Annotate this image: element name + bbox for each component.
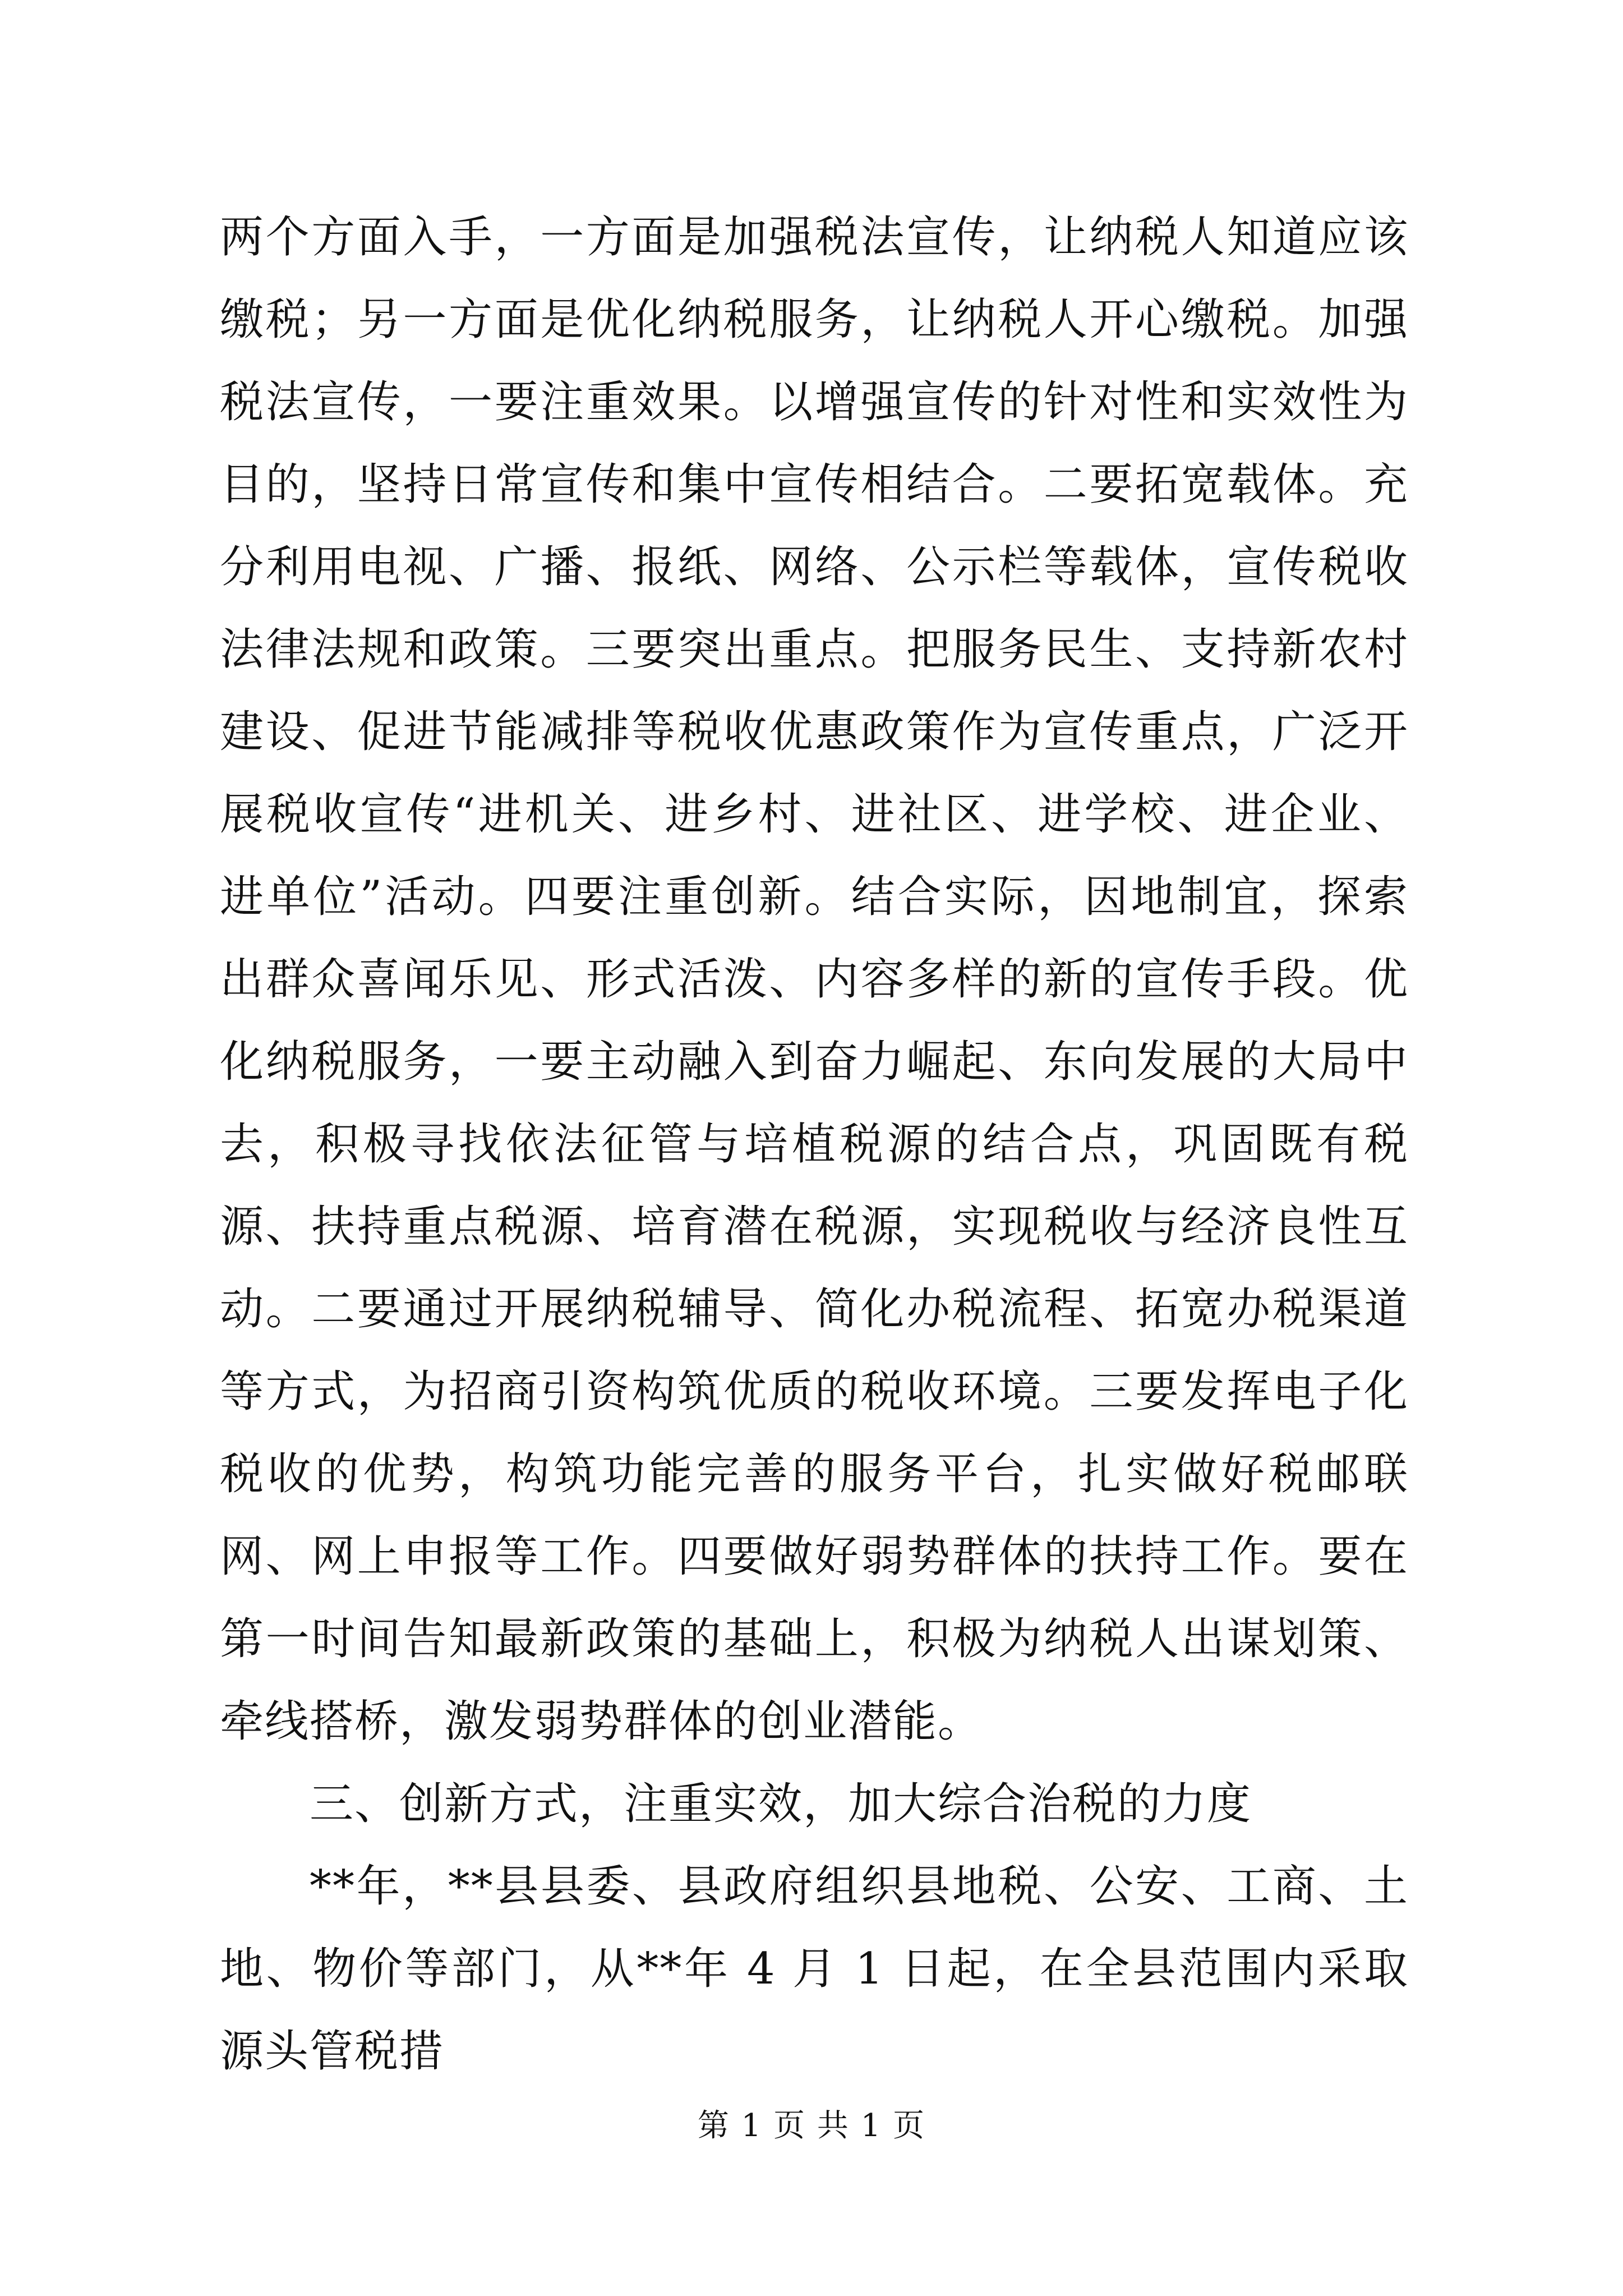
paragraph-source-tax-management: **年，**县县委、县政府组织县地税、公安、工商、土地、物价等部门，从**年 4 月 1 日起，在全县范围内采取源头管税措	[220, 1861, 1409, 2077]
document-body	[220, 196, 1409, 2093]
page-footer: 第 1 页 共 1 页	[697, 2108, 926, 2144]
section-heading-three: 三、创新方式，注重实效，加大综合治税的力度	[310, 1779, 1252, 1829]
paragraph-tax-publicity-and-service: 两个方面入手，一方面是加强税法宣传，让纳税人知道应该缴税；另一方面是优化纳税服务，让纳税人开心缴税。加强税法宣传，一要注重效果。以增强宣传的针对性和实效性为目的，坚持日常宣传和集中宣传相结合。二要拓宽载体。充分利用电视、广播、报纸、网络、公示栏等载体，宣传税收法律法规和政策。三要突出重点。把服务民生、支持新农村建设、促进节能减排等税收优惠政策作为宣传重点，广泛开展税收宣传“进机关、进乡村、进社区、进学校、进企业、进单位”活动。四要注重创新。结合实际，因地制宜，探索出群众喜闻乐见、形式活泼、内容多样的新的宣传手段。优化纳税服务，一要主动融入到奋力崛起、东向发展的大局中去，积极寻找依法征管与培植税源的结合点，巩固既有税源、扶持重点税源、培育潜在税源，实现税收与经济良性互动。二要通过开展纳税辅导、简化办税流程、拓宽办税渠道等方式，为招商引资构筑优质的税收环境。三要发挥电子化税收的优势，构筑功能完善的服务平台，扎实做好税邮联网、网上申报等工作。四要做好弱势群体的扶持工作。要在第一时间告知最新政策的基础上，积极为纳税人出谋划策、牵线搭桥，激发弱势群体的创业潜能。	[220, 212, 1409, 1747]
